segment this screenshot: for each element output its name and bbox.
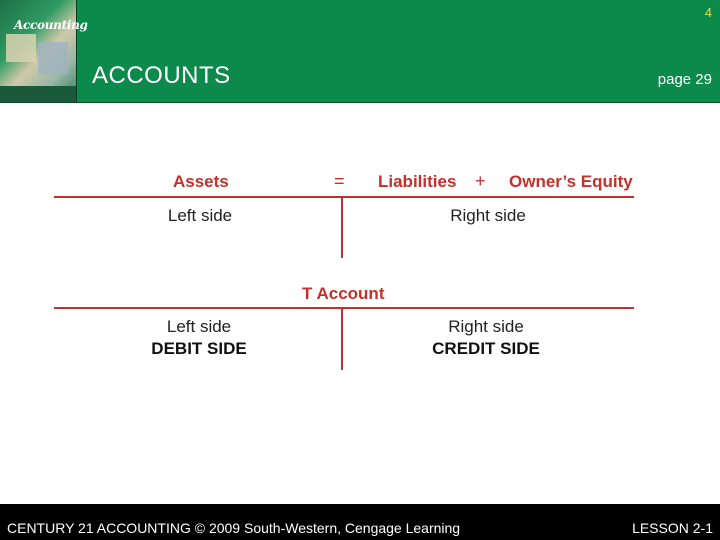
equation-right-side: Right side: [450, 206, 526, 225]
cover-strip: [0, 86, 76, 102]
liabilities-label: Liabilities: [378, 172, 457, 191]
copyright-text: CENTURY 21 ACCOUNTING © 2009 South-Western, Cengage Learning: [7, 520, 461, 536]
credit-side-label: CREDIT SIDE: [432, 339, 540, 358]
slide-header: [0, 0, 720, 103]
assets-label: Assets: [173, 172, 229, 191]
t-account-right-side: Right side: [448, 317, 524, 336]
slide-footer: [0, 504, 720, 540]
lesson-label: LESSON 2-1: [632, 520, 713, 536]
book-cover-image: [0, 0, 88, 102]
owners-equity-label: Owner’s Equity: [509, 172, 633, 191]
t-account-left-side: Left side: [166, 317, 232, 336]
t-account-vertical-line: [341, 309, 343, 370]
cover-photo: [6, 34, 36, 62]
cover-title: Accounting: [14, 18, 88, 32]
page-reference: page 29: [657, 71, 712, 88]
equation-vertical-line: [341, 198, 343, 258]
equals-sign: =: [334, 171, 345, 191]
t-account-title: T Account: [302, 284, 385, 303]
t-account-horizontal-line: [54, 307, 634, 309]
debit-side-label: DEBIT SIDE: [151, 339, 247, 358]
accounting-diagram: [0, 102, 720, 504]
slide-number: 4: [704, 5, 712, 20]
plus-sign: +: [475, 171, 486, 191]
equation-left-side: Left side: [167, 206, 233, 225]
equation-horizontal-line: [54, 196, 634, 198]
cover-photo: [38, 42, 68, 74]
slide-title: ACCOUNTS: [92, 62, 231, 89]
